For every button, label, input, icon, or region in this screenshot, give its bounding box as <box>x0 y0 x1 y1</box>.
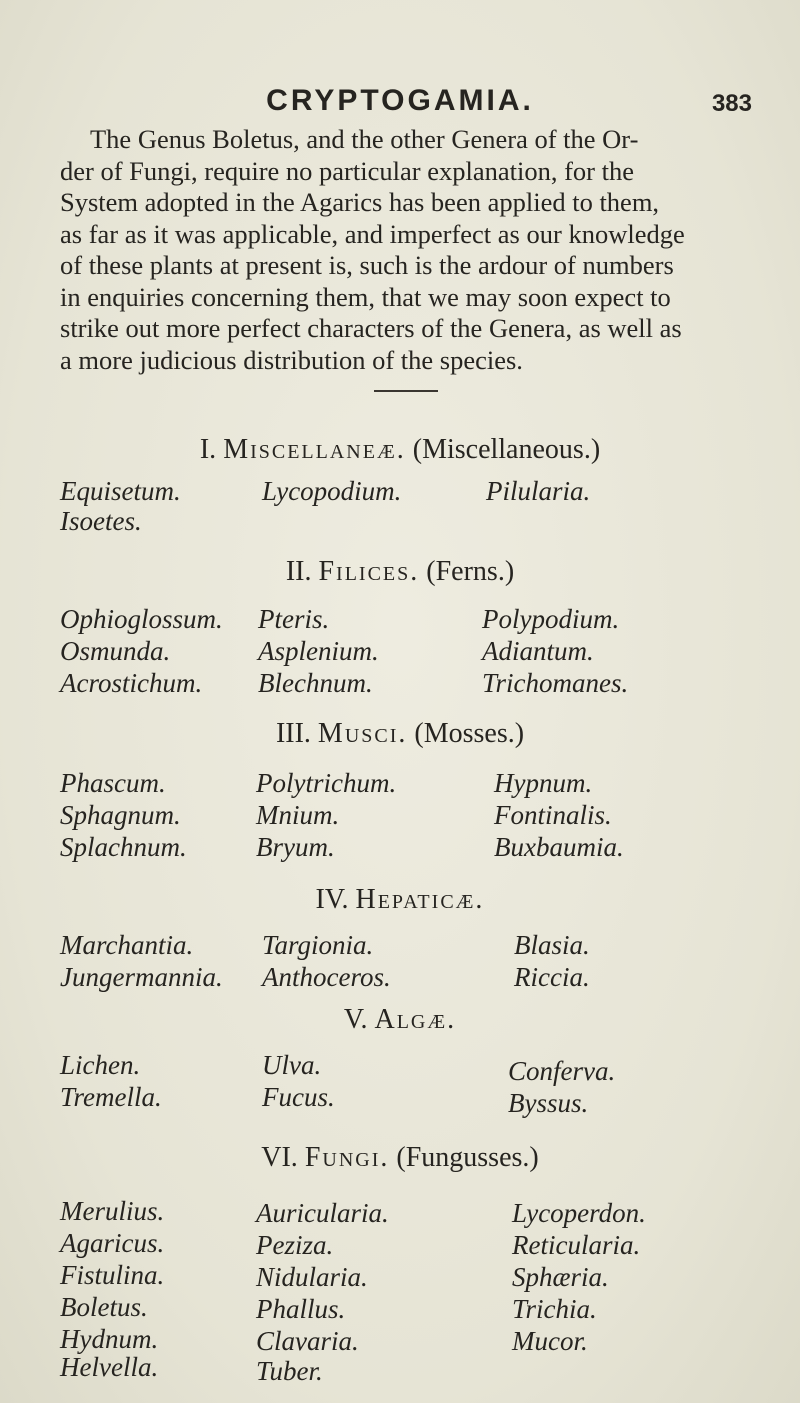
genus-name: Asplenium. <box>258 636 379 666</box>
genus-name: Trichia. <box>512 1294 597 1324</box>
genus-name: Mnium. <box>256 800 340 830</box>
genus-name: Riccia. <box>514 962 590 992</box>
running-title: CRYPTOGAMIA. <box>266 84 534 117</box>
genus-name: Adiantum. <box>482 636 594 666</box>
genus-name: Osmunda. <box>60 636 171 666</box>
genus-name: Jungermannia. <box>60 962 223 992</box>
genus-name: Equisetum. <box>60 476 181 506</box>
genus-name: Ulva. <box>262 1050 322 1080</box>
genus-name: Mucor. <box>512 1326 588 1356</box>
genus-name: Isoetes. <box>60 506 142 536</box>
genus-name: Marchantia. <box>60 930 194 960</box>
section-heading-fungi <box>0 1142 800 1174</box>
section-number: II. <box>285 556 312 587</box>
intro-line: in enquiries concerning them, that we may soon expect to <box>60 281 671 312</box>
genus-name: Bryum. <box>256 832 335 862</box>
intro-line: a more judicious distribution of the species. <box>60 344 523 375</box>
genus-name: Lycoperdon. <box>512 1198 646 1228</box>
genus-name: Fucus. <box>262 1082 335 1112</box>
section-english-name: (Fungusses.) <box>396 1142 539 1173</box>
genus-name: Targionia. <box>262 930 374 960</box>
section-divider <box>374 390 438 392</box>
genus-name: Trichomanes. <box>482 668 629 698</box>
section-heading-filices <box>0 556 800 588</box>
genus-name: Agaricus. <box>60 1228 165 1258</box>
genus-name: Conferva. <box>508 1056 616 1086</box>
genus-name: Tremella. <box>60 1082 162 1112</box>
intro-line: System adopted in the Agarics has been applied to them, <box>60 187 660 217</box>
section-number: VI. <box>261 1142 298 1173</box>
intro-line: der of Fungi, require no particular explanation, for the <box>60 155 634 186</box>
section-english-name: (Miscellaneous.) <box>412 434 601 465</box>
genus-name: Hypnum. <box>494 768 593 798</box>
genus-name: Phascum. <box>60 768 166 798</box>
genus-name: Polypodium. <box>482 604 620 634</box>
genus-name: Nidularia. <box>256 1262 368 1292</box>
genus-name: Sphagnum. <box>60 800 181 830</box>
genus-name: Splachnum. <box>60 832 187 862</box>
section-name: Miscellaneæ. <box>223 434 406 465</box>
section-number: IV. <box>315 884 349 915</box>
genus-name: Buxbaumia. <box>494 832 624 862</box>
genus-name: Hydnum. <box>60 1324 159 1354</box>
genus-name: Lichen. <box>60 1050 141 1080</box>
section-heading-miscellaneae <box>0 434 800 466</box>
intro-line: as far as it was applicable, and imperfect as our knowledge <box>60 218 685 249</box>
genus-name: Peziza. <box>256 1230 334 1260</box>
section-number: I. <box>199 434 217 465</box>
section-number: III. <box>275 718 311 749</box>
genus-name: Phallus. <box>256 1294 346 1324</box>
intro-line: strike out more perfect characters of the Genera, as well as <box>60 313 682 343</box>
section-english-name: (Mosses.) <box>414 718 525 749</box>
section-name: Algæ. <box>374 1004 457 1035</box>
genus-name: Anthoceros. <box>262 962 391 992</box>
genus-name: Byssus. <box>508 1088 589 1118</box>
genus-name: Blechnum. <box>258 668 373 698</box>
intro-line: The Genus Boletus, and the other Genera of the Or- <box>90 124 639 154</box>
genus-name: Fontinalis. <box>494 800 612 830</box>
genus-name: Blasia. <box>514 930 590 960</box>
genus-name: Pilularia. <box>486 476 591 506</box>
section-heading-musci <box>0 718 800 750</box>
genus-name: Tuber. <box>256 1356 323 1386</box>
genus-name: Sphæria. <box>512 1262 609 1292</box>
genus-name: Acrostichum. <box>60 668 203 698</box>
section-heading-algae <box>0 1004 800 1036</box>
section-name: Fungi. <box>304 1142 390 1173</box>
section-number: V. <box>343 1004 368 1035</box>
section-heading-hepaticae <box>0 884 800 916</box>
genus-name: Pteris. <box>258 604 330 634</box>
intro-line: of these plants at present is, such is the ardour of numbers <box>60 250 674 280</box>
page-number: 383 <box>711 90 752 117</box>
genus-name: Merulius. <box>60 1196 165 1226</box>
genus-name: Boletus. <box>60 1292 148 1322</box>
genus-name: Ophioglossum. <box>60 604 223 634</box>
genus-name: Reticularia. <box>512 1230 641 1260</box>
genus-name: Lycopodium. <box>262 476 402 506</box>
genus-name: Polytrichum. <box>256 768 397 798</box>
section-name: Hepaticæ. <box>355 884 485 915</box>
genus-name: Helvella. <box>60 1352 159 1382</box>
genus-name: Clavaria. <box>256 1326 359 1356</box>
section-english-name: (Ferns.) <box>426 556 515 587</box>
genus-name: Auricularia. <box>256 1198 389 1228</box>
section-name: Filices. <box>318 556 420 587</box>
intro-paragraph <box>60 124 752 376</box>
genus-name: Fistulina. <box>60 1260 165 1290</box>
section-name: Musci. <box>317 718 408 749</box>
